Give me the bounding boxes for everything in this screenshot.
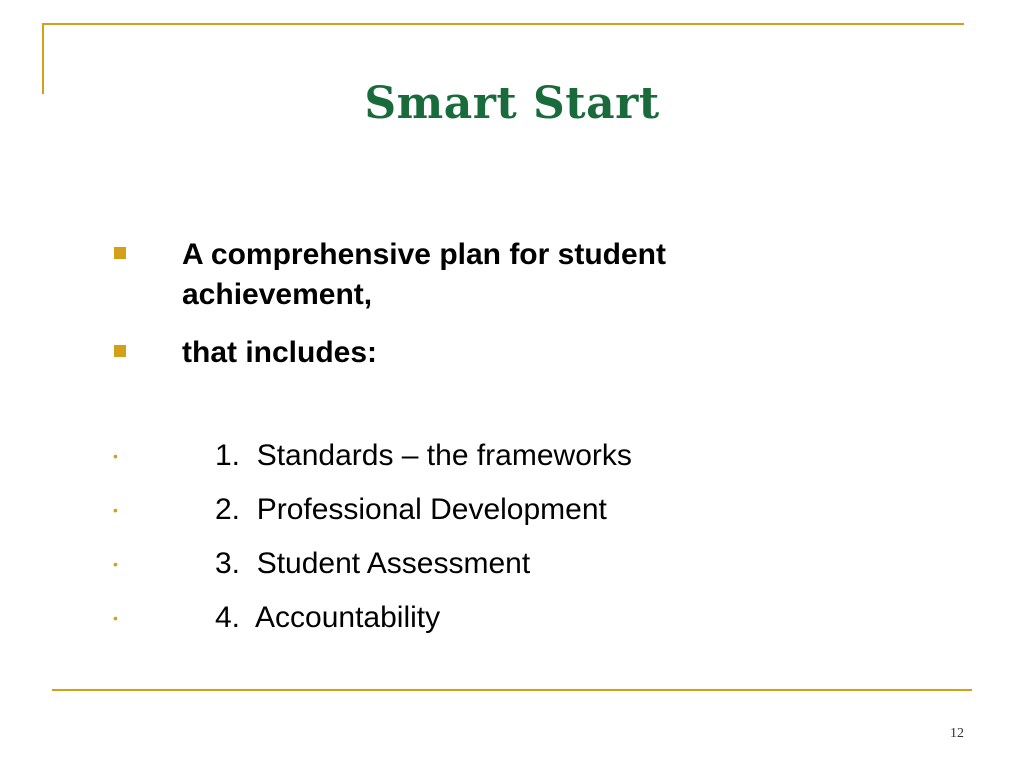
sub-bullet-text: 3. Student Assessment xyxy=(215,547,531,580)
dot-bullet-icon: • xyxy=(113,448,118,464)
sub-bullet-text: 1. Standards – the frameworks xyxy=(215,439,632,472)
main-bullet-item xyxy=(114,235,666,311)
main-bullet-text: that includes: xyxy=(182,336,378,369)
square-bullet-icon xyxy=(114,247,126,259)
main-bullet-text: A comprehensive plan for student achievement, xyxy=(182,238,666,311)
main-bullet-item xyxy=(114,333,378,369)
sub-bullet-text: 4. Accountability xyxy=(215,601,441,634)
square-bullet-icon xyxy=(114,345,126,357)
dot-bullet-icon: • xyxy=(113,556,118,572)
slide-title: Smart Start xyxy=(364,78,660,129)
page-number: 12 xyxy=(950,726,964,741)
dot-bullet-icon: • xyxy=(113,610,118,626)
footer-divider xyxy=(52,689,972,691)
sub-bullet-text: 2. Professional Development xyxy=(215,493,607,526)
dot-bullet-icon: • xyxy=(113,502,118,518)
